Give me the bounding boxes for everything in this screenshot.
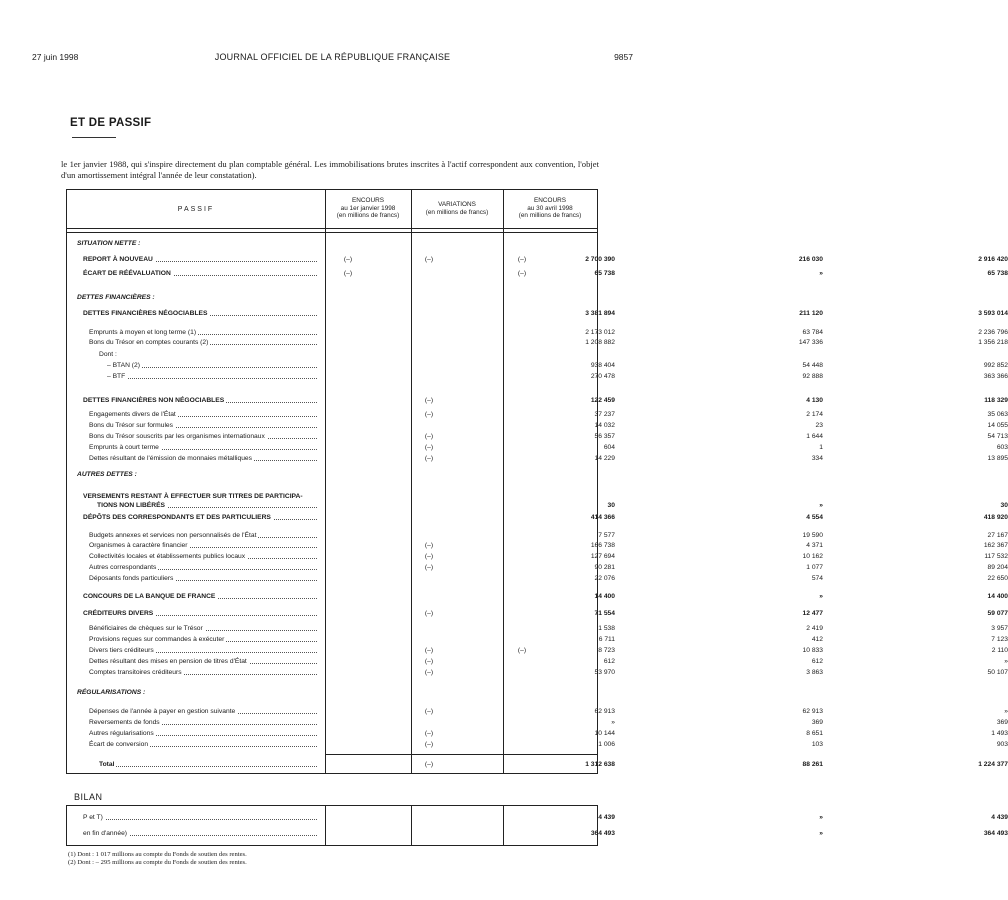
negative-sign: (–) [424,444,434,451]
encours-end-value: » [1004,708,1008,715]
col-encours-start-header [325,197,411,220]
table-row [67,349,597,360]
row-label [107,371,317,382]
table-row [67,706,1008,717]
leader-dots [99,766,317,767]
row-label [89,623,317,634]
encours-end-value: 13 895 [987,455,1008,462]
encours-start-value: 90 281 [594,564,615,571]
negative-sign: (–) [517,647,527,654]
row-label [83,828,317,839]
encours-end-value: 2 236 796 [978,329,1008,336]
variation-value: 1 [819,444,823,451]
negative-sign: (–) [424,411,434,418]
row-label-text: Bénéficiaires de chèques sur le Trésor [89,625,203,632]
row-label-text: Divers tiers créditeurs [89,647,154,654]
row-label [99,349,317,360]
variation-value: 103 [811,741,823,748]
col-passif-header: PASSIF [177,206,215,213]
encours-start-value: 8 723 [598,647,615,654]
table-row [67,442,1008,453]
encours-start-value: 1 538 [598,625,615,632]
col-encours-end-line: (en millions de francs) [518,212,582,219]
variation-value: 23 [815,422,823,429]
encours-end-value: 14 400 [987,593,1008,600]
row-label-text: CRÉDITEURS DIVERS [83,610,154,617]
variation-value: » [819,270,823,277]
table-row [67,645,1008,656]
encours-end-value: 7 123 [991,636,1008,643]
encours-end-value: 4 439 [991,814,1008,821]
encours-end-value: 363 366 [983,373,1008,380]
encours-end-value: 3 593 014 [978,310,1008,317]
encours-end-value: 14 055 [987,422,1008,429]
variation-value: 211 120 [799,310,823,317]
row-label [83,254,317,265]
intro-text: le 1er janvier 1988, qui s'inspire directement du plan comptable général. Les immobilisations brutes inscrites à l'actif correspondent aux convention, l'objet d'un amortissement intégral l'année de leur constatation). [61,159,599,180]
table-row [67,420,1008,431]
negative-sign: (–) [424,397,434,404]
footnote: (2) Dont : – 295 millions au compte du Fonds de soutien des rentes. [68,859,247,866]
row-label-text: P et T) [83,814,103,821]
variation-value: 334 [811,455,823,462]
encours-end-value: 117 532 [984,553,1008,560]
table-row [67,828,1008,839]
encours-start-value: 4 439 [598,814,615,821]
row-label-text: Dettes résultant des mises en pension de titres d'État [89,658,247,665]
table-row [67,667,1008,678]
encours-start-value: 3 381 894 [585,310,615,317]
row-label [89,728,317,739]
row-label [83,395,317,406]
row-label-text: VERSEMENTS RESTANT À EFFECTUER SUR TITRES DE PARTICIPA- [83,493,303,500]
row-label-text: DÉPÔTS DES CORRESPONDANTS ET DES PARTICULIERS [83,514,271,521]
encours-start-value: 122 459 [590,397,615,404]
row-label-text: Autres correspondants [89,564,157,571]
row-label-text: AUTRES DETTES : [77,471,137,478]
encours-end-value: 3 957 [991,625,1008,632]
negative-sign: (–) [424,730,434,737]
table-row [67,512,1008,523]
row-label-text: – BTF [107,373,126,380]
row-label [89,717,317,728]
row-label-text: Bons du Trésor en comptes courants (2) [89,339,209,346]
table-row [67,573,1008,584]
variation-value: » [819,830,823,837]
row-label-text: Emprunts à moyen et long terme (1) [89,329,197,336]
variation-value: 612 [811,658,823,665]
negative-sign: (–) [424,256,434,263]
table-row [67,453,1008,464]
encours-start-value: 2 173 012 [585,329,615,336]
table-row [67,254,1008,265]
encours-end-value: 59 077 [987,610,1008,617]
variation-value: 1 077 [806,564,823,571]
passif-table [66,189,1008,774]
variation-value: 2 174 [806,411,823,418]
encours-end-value: » [1004,658,1008,665]
encours-end-value: 54 713 [987,433,1008,440]
encours-start-value: 364 493 [590,830,615,837]
variation-value: 369 [811,719,823,726]
variation-value: 12 477 [802,610,823,617]
col-encours-start-line: ENCOURS [352,197,384,204]
row-label-text: Total [99,761,115,768]
row-label-continued [97,500,317,511]
encours-start-value: 10 144 [594,730,615,737]
encours-start-value: 37 237 [594,411,615,418]
row-label-text: Dépenses de l'année à payer en gestion suivante [89,708,236,715]
encours-start-value: 612 [603,658,615,665]
variation-value: 19 590 [802,532,823,539]
encours-end-value: 364 493 [983,830,1008,837]
row-label-text: – BTAN (2) [107,362,140,369]
row-label-text: Engagements divers de l'État [89,411,176,418]
variation-value: 88 261 [802,761,823,768]
negative-sign: (–) [424,542,434,549]
header-rule [67,228,597,229]
table-row [67,360,1008,371]
row-label [89,540,317,551]
row-label [89,420,317,431]
section-rule [72,137,116,138]
row-label [77,238,317,249]
encours-start-value: 1 208 882 [585,339,615,346]
leader-dots [107,378,317,379]
row-label [77,469,317,480]
row-label [83,268,317,279]
col-encours-start-line: (en millions de francs) [336,212,400,219]
row-label-text: DETTES FINANCIÈRES NON NÉGOCIABLES [83,397,225,404]
negative-sign: (–) [424,433,434,440]
variation-value: 147 336 [798,339,823,346]
encours-end-value: 903 [996,741,1008,748]
row-label [89,634,317,645]
encours-start-value: 30 [607,502,615,509]
encours-end-value: 603 [996,444,1008,451]
encours-end-value: 1 356 218 [978,339,1008,346]
bilan-title: BILAN [74,792,103,802]
row-label-text: DETTES FINANCIÈRES NÉGOCIABLES [83,310,208,317]
encours-end-value: 418 920 [983,514,1008,521]
table-row [67,562,1008,573]
table-row [67,812,1008,823]
col-encours-end-header [503,197,597,220]
row-label-text: Bons du Trésor sur formules [89,422,173,429]
encours-end-value: 369 [996,719,1008,726]
variation-value: » [819,502,823,509]
variation-value: 63 784 [802,329,823,336]
page-number: 9857 [614,52,633,62]
row-label-text: Dont : [99,351,117,358]
encours-start-value: 270 478 [590,373,615,380]
variation-value: 8 651 [806,730,823,737]
table-row [67,717,1008,728]
encours-start-value: 7 577 [598,532,615,539]
row-label-text: TIONS NON LIBÉRÉS [97,502,165,509]
encours-start-value: 6 711 [598,636,615,643]
encours-start-value: 56 357 [594,433,615,440]
col-variations-line: (en millions de francs) [425,208,489,216]
variation-value: 4 371 [806,542,823,549]
row-label-text: Bons du Trésor souscrits par les organismes internationaux [89,433,265,440]
row-label [89,573,317,584]
encours-end-value: 30 [1000,502,1008,509]
table-row [67,491,1008,509]
negative-sign: (–) [424,741,434,748]
row-label [89,431,317,442]
encours-end-value: 50 107 [987,669,1008,676]
table-row [67,591,1008,602]
page-date: 27 juin 1998 [32,52,79,62]
row-label [89,409,317,420]
row-label-text: Provisions reçues sur commandes à exécuter [89,636,225,643]
row-label [89,551,317,562]
encours-start-value: 1 006 [598,741,615,748]
row-label-text: DETTES FINANCIÈRES : [77,294,155,301]
variation-value: 10 162 [802,553,823,560]
negative-sign: (–) [424,658,434,665]
negative-sign: (–) [517,256,527,263]
row-label [83,308,317,319]
row-label [77,292,317,303]
col-variations-line: VARIATIONS [438,201,476,208]
variation-value: 1 644 [806,433,823,440]
negative-sign: (–) [343,270,353,277]
variation-value: 2 419 [806,625,823,632]
row-label [83,812,317,823]
row-label-text: REPORT À NOUVEAU [83,256,153,263]
encours-start-value: 414 366 [590,514,615,521]
row-label [89,453,317,464]
encours-start-value: 2 700 390 [585,256,615,263]
encours-end-value: 89 204 [987,564,1008,571]
encours-start-value: » [611,719,615,726]
negative-sign: (–) [517,270,527,277]
negative-sign: (–) [424,564,434,571]
row-label [89,739,317,750]
col-encours-end-line: au 30 avril 1998 [527,204,573,212]
variation-value: » [819,593,823,600]
row-label [89,645,317,656]
table-row [67,623,1008,634]
leader-dots [83,819,317,820]
encours-end-value: 35 063 [987,411,1008,418]
table-row [67,371,1008,382]
variation-value: 574 [811,575,823,582]
row-label-text: Reversements de fonds [89,719,160,726]
encours-end-value: 2 110 [991,647,1008,654]
encours-start-value: 62 913 [594,708,615,715]
col-encours-start-line: au 1er janvier 1998 [340,204,396,212]
row-label [89,562,317,573]
row-label-text: CONCOURS DE LA BANQUE DE FRANCE [83,593,216,600]
col-variations-header [411,201,503,216]
encours-start-value: 22 076 [594,575,615,582]
row-label-text: Budgets annexes et services non personnalisés de l'État [89,532,257,539]
encours-end-value: 118 329 [984,397,1008,404]
negative-sign: (–) [424,455,434,462]
row-label [89,337,317,348]
table-row [67,337,1008,348]
encours-end-value: 1 493 [991,730,1008,737]
table-row [67,656,1008,667]
encours-end-value: 22 650 [987,575,1008,582]
col-encours-end-line: ENCOURS [534,197,566,204]
row-label [83,608,317,619]
table-row [67,268,1008,279]
encours-start-value: 14 229 [594,455,615,462]
table-row [67,308,1008,319]
row-label-text: Écart de conversion [89,741,149,748]
bilan-table [66,805,1008,846]
encours-end-value: 162 367 [983,542,1008,549]
row-label [83,512,317,523]
section-title: ET DE PASSIF [70,117,152,129]
variation-value: 3 863 [806,669,823,676]
row-label [77,687,317,698]
row-label-text: Emprunts à court terme [89,444,159,451]
encours-end-value: 2 916 420 [978,256,1008,263]
variation-value: 216 030 [798,256,823,263]
row-label [83,591,317,602]
negative-sign: (–) [424,647,434,654]
row-label [107,360,317,371]
row-label-text: Comptes transitoires créditeurs [89,669,182,676]
negative-sign: (–) [424,610,434,617]
table-row [67,395,1008,406]
variation-value: 54 448 [802,362,823,369]
encours-start-value: 604 [603,444,615,451]
table-row [67,238,597,249]
encours-start-value: 53 970 [594,669,615,676]
table-row [67,608,1008,619]
encours-start-value: 65 738 [594,270,615,277]
variation-value: 4 554 [806,514,823,521]
variation-value: 62 913 [802,708,823,715]
row-label [89,656,317,667]
row-label-text: en fin d'année) [83,830,128,837]
row-label [99,759,317,770]
encours-start-value: 127 694 [590,553,615,560]
row-label-text: Dettes résultant de l'émission de monnaies métalliques [89,455,252,462]
table-row [67,551,1008,562]
row-label [89,667,317,678]
footnotes [68,851,247,867]
table-row [67,469,597,480]
variation-value: 10 833 [802,647,823,654]
encours-start-value: 14 400 [594,593,615,600]
table-row [67,728,1008,739]
variation-value: 4 130 [806,397,823,404]
encours-start-value: 1 312 638 [585,761,615,768]
table-row [67,759,1008,770]
table-row [67,292,597,303]
negative-sign: (–) [343,256,353,263]
row-label-text: Collectivités locales et établissements publics locaux [89,553,246,560]
table-row [67,739,1008,750]
row-label-text: Autres régularisations [89,730,154,737]
encours-end-value: 65 738 [987,270,1008,277]
table-row [67,540,1008,551]
row-label-text: RÉGULARISATIONS : [77,689,146,696]
encours-start-value: 14 032 [594,422,615,429]
header-rule-double [67,232,597,233]
intro-paragraph [61,159,599,181]
row-label-text: Organismes à caractère financier [89,542,188,549]
variation-value: 92 888 [802,373,823,380]
encours-end-value: 992 852 [983,362,1008,369]
encours-end-value: 27 167 [987,532,1008,539]
table-row [67,687,597,698]
encours-start-value: 938 404 [590,362,615,369]
variation-value: 412 [811,636,823,643]
encours-end-value: 1 224 377 [978,761,1008,768]
table-row [67,431,1008,442]
table-row [67,634,1008,645]
footnote: (1) Dont : 1 017 millions au compte du Fonds de soutien des rentes. [68,851,247,858]
negative-sign: (–) [424,553,434,560]
row-label [89,706,317,717]
row-label-text: Déposants fonds particuliers [89,575,174,582]
journal-title: JOURNAL OFFICIEL DE LA RÉPUBLIQUE FRANÇAISE [214,52,451,62]
encours-start-value: 71 554 [594,610,615,617]
row-label-text: ÉCART DE RÉÉVALUATION [83,270,171,277]
negative-sign: (–) [424,708,434,715]
negative-sign: (–) [424,669,434,676]
table-row [67,409,1008,420]
encours-start-value: 166 738 [590,542,615,549]
row-label-text: SITUATION NETTE : [77,240,141,247]
variation-value: » [819,814,823,821]
row-label [89,442,317,453]
total-rule [325,754,597,755]
negative-sign: (–) [424,761,434,768]
